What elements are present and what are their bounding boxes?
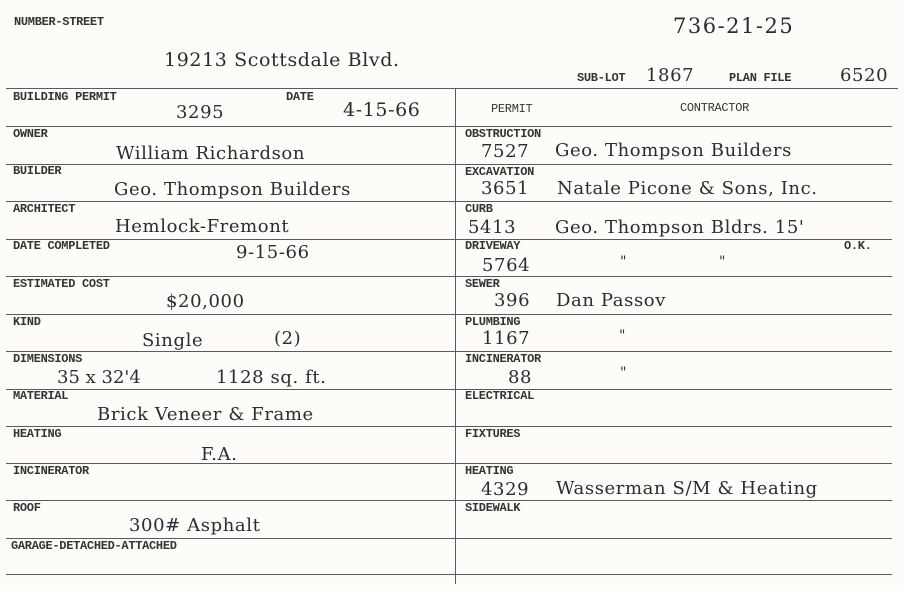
plumbing-ditto: "	[619, 328, 627, 344]
architect-label: ARCHITECT	[13, 202, 76, 216]
plan-file-label: PLAN FILE	[729, 71, 792, 85]
estimated-cost-label: ESTIMATED COST	[13, 277, 110, 291]
rule-line	[6, 426, 892, 427]
building-permit-value: 3295	[176, 102, 225, 123]
sub-lot-label: SUB-LOT	[577, 71, 626, 85]
number-street-label: NUMBER-STREET	[14, 15, 104, 29]
rule-line	[6, 574, 892, 575]
kind-label: KIND	[13, 315, 41, 329]
date-label: DATE	[286, 90, 314, 104]
rule-line	[6, 239, 892, 240]
rule-line	[6, 164, 892, 165]
driveway-permit: 5764	[482, 255, 531, 276]
obstruction-label: OBSTRUCTION	[465, 127, 541, 141]
area-value: 1128 sq. ft.	[216, 367, 327, 388]
owner-value: William Richardson	[116, 143, 306, 164]
heating-permit-label: HEATING	[465, 464, 514, 478]
rule-line	[6, 276, 892, 277]
roof-label: ROOF	[13, 501, 41, 515]
date-completed-label: DATE COMPLETED	[13, 239, 110, 253]
estimated-cost-value: $20,000	[166, 291, 245, 312]
rule-line	[6, 389, 892, 390]
rule-line	[6, 201, 892, 202]
garage-label: GARAGE-DETACHED-ATTACHED	[11, 539, 177, 553]
heating-permit: 4329	[481, 479, 530, 500]
incinerator-permit-label: INCINERATOR	[465, 352, 541, 366]
curb-contractor: Geo. Thompson Bldrs. 15'	[555, 217, 805, 238]
column-divider	[455, 88, 456, 584]
plumbing-permit: 1167	[482, 328, 531, 349]
street-address: 19213 Scottsdale Blvd.	[164, 49, 400, 71]
electrical-label: ELECTRICAL	[465, 389, 535, 403]
obstruction-contractor: Geo. Thompson Builders	[555, 140, 792, 161]
incinerator-ditto: "	[620, 365, 628, 381]
heating-label: HEATING	[13, 427, 62, 441]
sidewalk-label: SIDEWALK	[465, 501, 521, 515]
sub-lot-value: 1867	[646, 65, 695, 86]
permit-column-header: PERMIT	[491, 102, 533, 116]
rule-line	[6, 88, 898, 89]
rule-line	[6, 314, 892, 315]
heating-value: F.A.	[201, 444, 238, 465]
obstruction-permit: 7527	[481, 141, 530, 162]
curb-permit: 5413	[468, 217, 517, 238]
excavation-label: EXCAVATION	[465, 165, 535, 179]
owner-label: OWNER	[13, 127, 48, 141]
ok-mark: O.K.	[844, 239, 872, 253]
plan-file-value: 6520	[840, 65, 889, 86]
date-value: 4-15-66	[343, 99, 421, 121]
sewer-contractor: Dan Passov	[556, 290, 666, 311]
rule-line	[6, 463, 892, 464]
fixtures-label: FIXTURES	[465, 427, 521, 441]
architect-value: Hemlock-Fremont	[115, 216, 290, 237]
rule-line	[6, 500, 892, 501]
curb-label: CURB	[465, 202, 493, 216]
contractor-column-header: CONTRACTOR	[680, 101, 750, 115]
rule-line	[6, 126, 455, 127]
rule-line	[6, 351, 892, 352]
driveway-label: DRIVEWAY	[465, 239, 521, 253]
sewer-permit: 396	[494, 290, 531, 311]
builder-label: BUILDER	[13, 164, 62, 178]
driveway-ditto-2: "	[719, 254, 727, 270]
incinerator-label: INCINERATOR	[13, 464, 89, 478]
sewer-label: SEWER	[465, 277, 500, 291]
card-number: 736-21-25	[673, 14, 795, 38]
dimensions-label: DIMENSIONS	[13, 352, 83, 366]
material-value: Brick Veneer & Frame	[97, 404, 314, 425]
builder-value: Geo. Thompson Builders	[114, 179, 351, 200]
kind-value: Single	[142, 330, 204, 351]
building-permit-label: BUILDING PERMIT	[13, 90, 117, 104]
roof-value: 300# Asphalt	[129, 515, 261, 536]
plumbing-label: PLUMBING	[465, 315, 521, 329]
material-label: MATERIAL	[13, 389, 69, 403]
excavation-permit: 3651	[481, 178, 530, 199]
incinerator-permit: 88	[508, 367, 533, 388]
kind-count-value: (2)	[274, 328, 302, 349]
excavation-contractor: Natale Picone & Sons, Inc.	[557, 178, 818, 199]
heating-contractor: Wasserman S/M & Heating	[556, 478, 818, 499]
date-completed-value: 9-15-66	[236, 242, 310, 263]
driveway-ditto-1: "	[620, 254, 628, 270]
dimensions-value: 35 x 32'4	[57, 367, 141, 388]
